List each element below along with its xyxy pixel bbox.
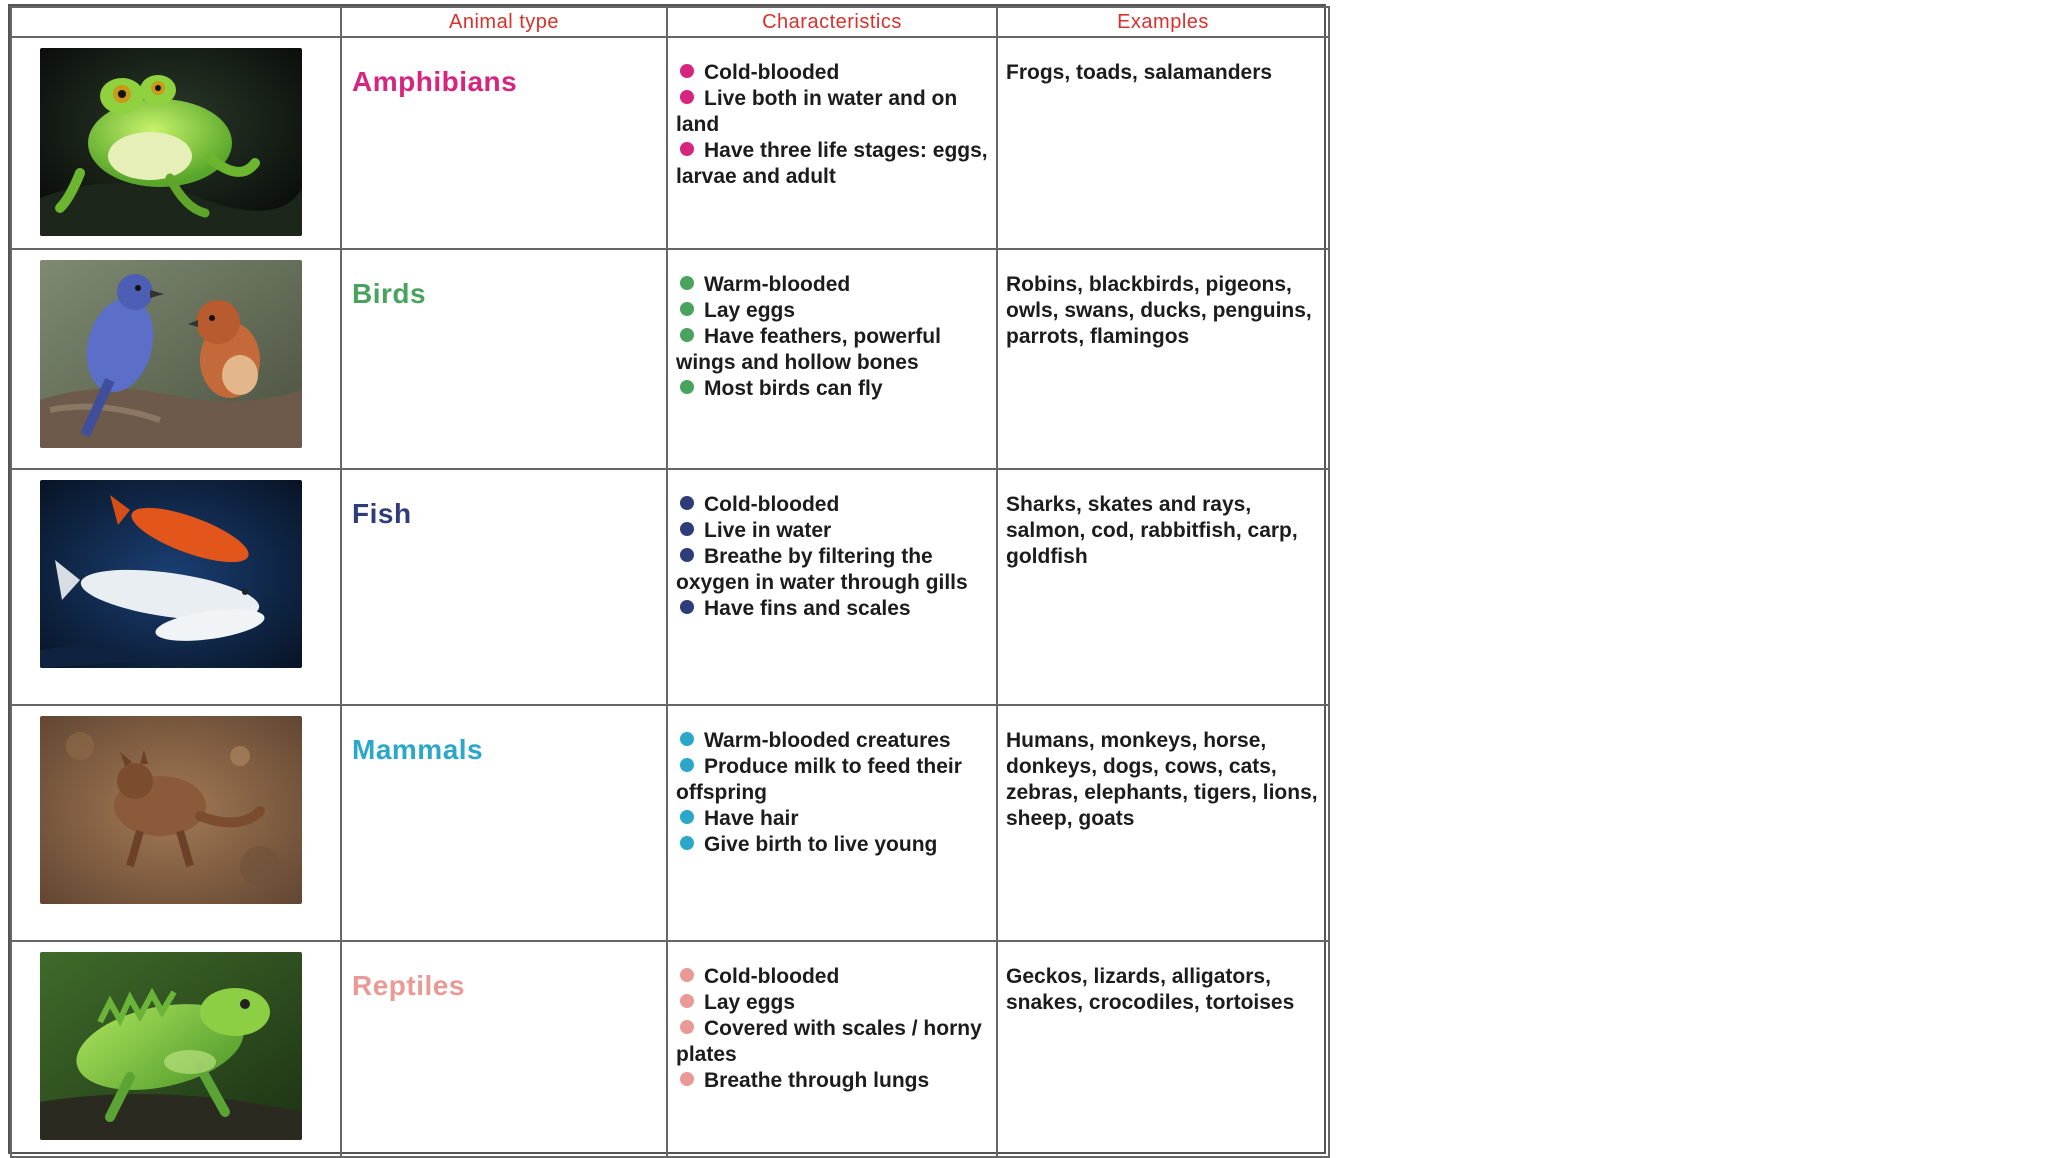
characteristic-text: Live in water [704,519,832,542]
table-row [11,37,1329,249]
bullet-icon [680,732,694,746]
characteristics-list [676,492,990,622]
table-row [11,941,1329,1157]
header-examples: Examples [997,7,1329,37]
characteristic-text: Have fins and scales [704,597,911,620]
characteristic-text: Produce milk to feed their offspring [676,755,962,804]
animal-type-name: Mammals [352,734,484,765]
characteristic-item [676,298,990,324]
characteristics-cell [667,249,997,469]
characteristics-list [676,272,990,402]
examples-cell: Geckos, lizards, alligators, snakes, crocodiles, tortoises [997,941,1329,1157]
table-row [11,705,1329,941]
bullet-icon [680,302,694,316]
birds-photo [40,260,302,448]
bullet-icon [680,64,694,78]
bullet-icon [680,968,694,982]
header-row [11,7,1329,37]
characteristic-item [676,60,990,86]
characteristic-text: Covered with scales / horny plates [676,1017,982,1066]
photo-cell [11,469,341,705]
header-photo [11,7,341,37]
bullet-icon [680,90,694,104]
bullet-icon [680,328,694,342]
characteristic-text: Have hair [704,807,799,830]
characteristics-cell [667,705,997,941]
bullet-icon [680,380,694,394]
examples-cell: Sharks, skates and rays, salmon, cod, rabbitfish, carp, goldfish [997,469,1329,705]
photo-cell [11,941,341,1157]
table-row [11,249,1329,469]
characteristic-text: Lay eggs [704,299,796,322]
iguana-photo [40,952,302,1140]
characteristic-item [676,1068,990,1094]
characteristic-item [676,376,990,402]
characteristic-item [676,990,990,1016]
characteristic-text: Breathe through lungs [704,1069,930,1092]
characteristic-text: Have three life stages: eggs, larvae and adult [676,139,988,188]
bullet-icon [680,600,694,614]
examples-cell: Humans, monkeys, horse, donkeys, dogs, cows, cats, zebras, elephants, tigers, lions, sheep, goats [997,705,1329,941]
characteristic-item [676,806,990,832]
animal-type-name: Fish [352,498,412,529]
bullet-icon [680,1020,694,1034]
characteristic-text: Most birds can fly [704,377,883,400]
characteristic-text: Cold-blooded [704,965,840,988]
characteristics-cell [667,469,997,705]
bullet-icon [680,758,694,772]
bullet-icon [680,496,694,510]
bullet-icon [680,836,694,850]
examples-cell: Robins, blackbirds, pigeons, owls, swans, ducks, penguins, parrots, flamingos [997,249,1329,469]
characteristic-item [676,518,990,544]
photo-cell [11,705,341,941]
bullet-icon [680,522,694,536]
characteristic-item [676,754,990,806]
header-animal-type: Animal type [341,7,667,37]
characteristic-item [676,1016,990,1068]
mammal-photo [40,716,302,904]
characteristic-text: Live both in water and on land [676,87,958,136]
characteristic-text: Warm-blooded creatures [704,729,951,752]
characteristics-list [676,964,990,1094]
animal-type-cell [341,705,667,941]
bullet-icon [680,548,694,562]
animal-type-cell [341,249,667,469]
characteristic-item [676,492,990,518]
characteristic-item [676,272,990,298]
characteristic-item [676,964,990,990]
characteristic-item [676,832,990,858]
characteristic-text: Give birth to live young [704,833,938,856]
bullet-icon [680,994,694,1008]
animal-type-name: Amphibians [352,66,518,97]
frog-photo [40,48,302,236]
bullet-icon [680,142,694,156]
characteristics-cell [667,37,997,249]
characteristic-item [676,544,990,596]
examples-cell: Frogs, toads, salamanders [997,37,1329,249]
characteristics-cell [667,941,997,1157]
animal-type-name: Birds [352,278,427,309]
characteristic-text: Lay eggs [704,991,796,1014]
animal-type-cell [341,37,667,249]
animal-type-cell [341,941,667,1157]
photo-cell [11,37,341,249]
animal-classification-sheet [8,4,1326,1154]
bullet-icon [680,1072,694,1086]
characteristic-text: Cold-blooded [704,493,840,516]
bullet-icon [680,276,694,290]
header-characteristics: Characteristics [667,7,997,37]
characteristic-item [676,324,990,376]
characteristics-list [676,60,990,190]
characteristics-list [676,728,990,858]
photo-cell [11,249,341,469]
characteristic-text: Warm-blooded [704,273,851,296]
animal-table [10,6,1330,1158]
bullet-icon [680,810,694,824]
characteristic-item [676,138,990,190]
characteristic-item [676,596,990,622]
animal-type-cell [341,469,667,705]
characteristic-text: Breathe by filtering the oxygen in water through gills [676,545,968,594]
characteristic-item [676,86,990,138]
characteristic-text: Have feathers, powerful wings and hollow bones [676,325,941,374]
fish-photo [40,480,302,668]
characteristic-text: Cold-blooded [704,61,840,84]
animal-type-name: Reptiles [352,970,465,1001]
table-row [11,469,1329,705]
characteristic-item [676,728,990,754]
